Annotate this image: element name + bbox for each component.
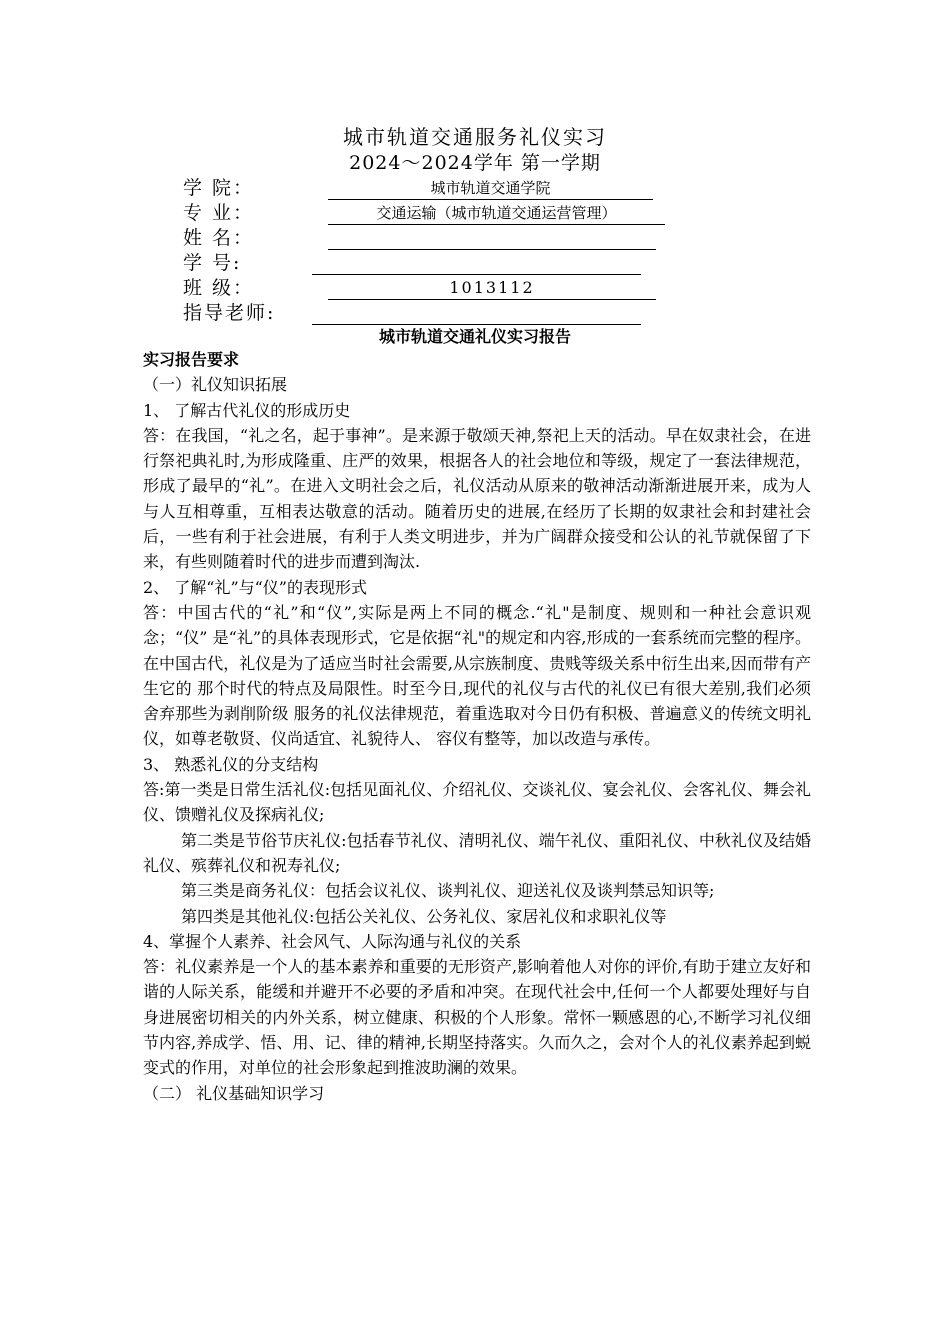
section2-heading: （二） 礼仪基础知识学习: [143, 1083, 325, 1103]
answer-3-part3: 第三类是商务礼仪：包括会议礼仪、谈判礼仪、迎送礼仪及谈判禁忌知识等;: [181, 881, 715, 901]
info-row-student-id: [183, 250, 311, 276]
name-field: [328, 225, 656, 250]
question-2: 2、 了解“礼”与“仪”的表现形式: [143, 577, 367, 597]
answer-3-part2: 第二类是节俗节庆礼仪:包括春节礼仪、清明礼仪、端午礼仪、重阳礼仪、中秋礼仪及结婚礼仪、殡葬礼仪和祝寿礼仪;: [143, 830, 811, 875]
question-3: 3、 熟悉礼仪的分支结构: [143, 754, 319, 774]
info-row-college: [183, 175, 551, 201]
report-title: 城市轨道交通礼仪实习报告: [378, 327, 571, 346]
student-id-label: 学 号:: [183, 252, 242, 274]
answer-1: 答：在我国，“礼之名，起于事神”。是来源于敬颂天神,祭祀上天的活动。早在奴隶社会，在进行祭祀典礼时,为形成隆重、庄严的效果，根据各人的社会地位和等级，规定了一套法律规范，形成了最早的“礼”。在进入文明社会之后，礼仪活动从原来的敬神活动渐渐进展开来，成为人与人互相尊重，互相表达敬意的活动。随着历史的进展,在经历了长期的奴隶社会和封建社会后，一些有利于社会进展，有利于人类文明进步，并为广阔群众接受和公认的礼节就保留了下来，有些则随着时代的进步而遭到淘汰.: [143, 425, 811, 572]
answer-2: 答：中国古代的“礼”和“仪”,实际是两上不同的概念.“礼"是制度、规则和一种社会意识观念；“仪” 是“礼”的具体表现形式，它是依据“礼"的规定和内容,形成的一套系统而完整的程序。 在中国古代，礼仪是为了适应当时社会需要,从宗族制度、贵贱等级关系中衍生出来,因而带有产生它的 那个时代的特点及局限性。时至今日,现代的礼仪与古代的礼仪已有很大差别,我们必须舍弃那些为剥削阶级 服务的礼仪法律规范，着重选取对今日仍有积极、普遍意义的传统文明礼仪，如尊老敬贤、仪尚适宜、礼貌待人、 容仪有整等，加以改造与承传。: [143, 602, 811, 749]
question-1: 1、 了解古代礼仪的形成历史: [143, 400, 351, 420]
major-field: 交通运输（城市轨道交通运营管理）: [328, 200, 665, 225]
class-label: 班 级：: [183, 277, 255, 299]
document-title: 城市轨道交通服务礼仪实习: [343, 125, 607, 149]
college-label: 学 院：: [183, 177, 255, 199]
college-field: 城市轨道交通学院: [328, 175, 653, 200]
name-label: 姓 名：: [183, 227, 255, 249]
info-row-class: [183, 275, 535, 301]
section1-heading: （一）礼仪知识拓展: [143, 375, 288, 395]
requirements-heading: 实习报告要求: [143, 350, 240, 369]
academic-term: 2024～2024学年 第一学期: [349, 152, 601, 174]
student-id-field: [312, 250, 641, 275]
major-label: 专 业：: [183, 202, 255, 224]
answer-3-part1: 答:第一类是日常生活礼仪:包括见面礼仪、介绍礼仪、交谈礼仪、宴会礼仪、会客礼仪、舞会礼仪、馈赠礼仪及探病礼仪;: [143, 780, 811, 825]
report-body: [143, 347, 811, 1106]
question-4: 4、掌握个人素养、社会风气、人际沟通与礼仪的关系: [143, 931, 522, 951]
answer-3-part4: 第四类是其他礼仪:包括公关礼仪、公务礼仪、家居礼仪和求职礼仪等: [181, 906, 667, 926]
answer-4: 答：礼仪素养是一个人的基本素养和重要的无形资产,影响着他人对你的评价,有助于建立友好和谐的人际关系，能缓和并避开不必要的矛盾和冲突。在现代社会中,任何一个人都要处理好与自身进展密切相关的内外关系，树立健康、积极的个人形象。常怀一颗感恩的心,不断学习礼仪细节内容,养成学、悟、用、记、律的精神,长期坚持落实。久而久之，会对个人的礼仪素养起到蜕变式的作用，对单位的社会形象起到推波助澜的效果。: [143, 957, 811, 1078]
advisor-field: [312, 300, 641, 325]
info-row-name: [183, 225, 311, 251]
class-field: 1013112: [328, 275, 656, 300]
info-row-advisor: [183, 300, 311, 326]
advisor-label: 指导老师:: [183, 302, 276, 324]
info-row-major: [183, 200, 617, 226]
